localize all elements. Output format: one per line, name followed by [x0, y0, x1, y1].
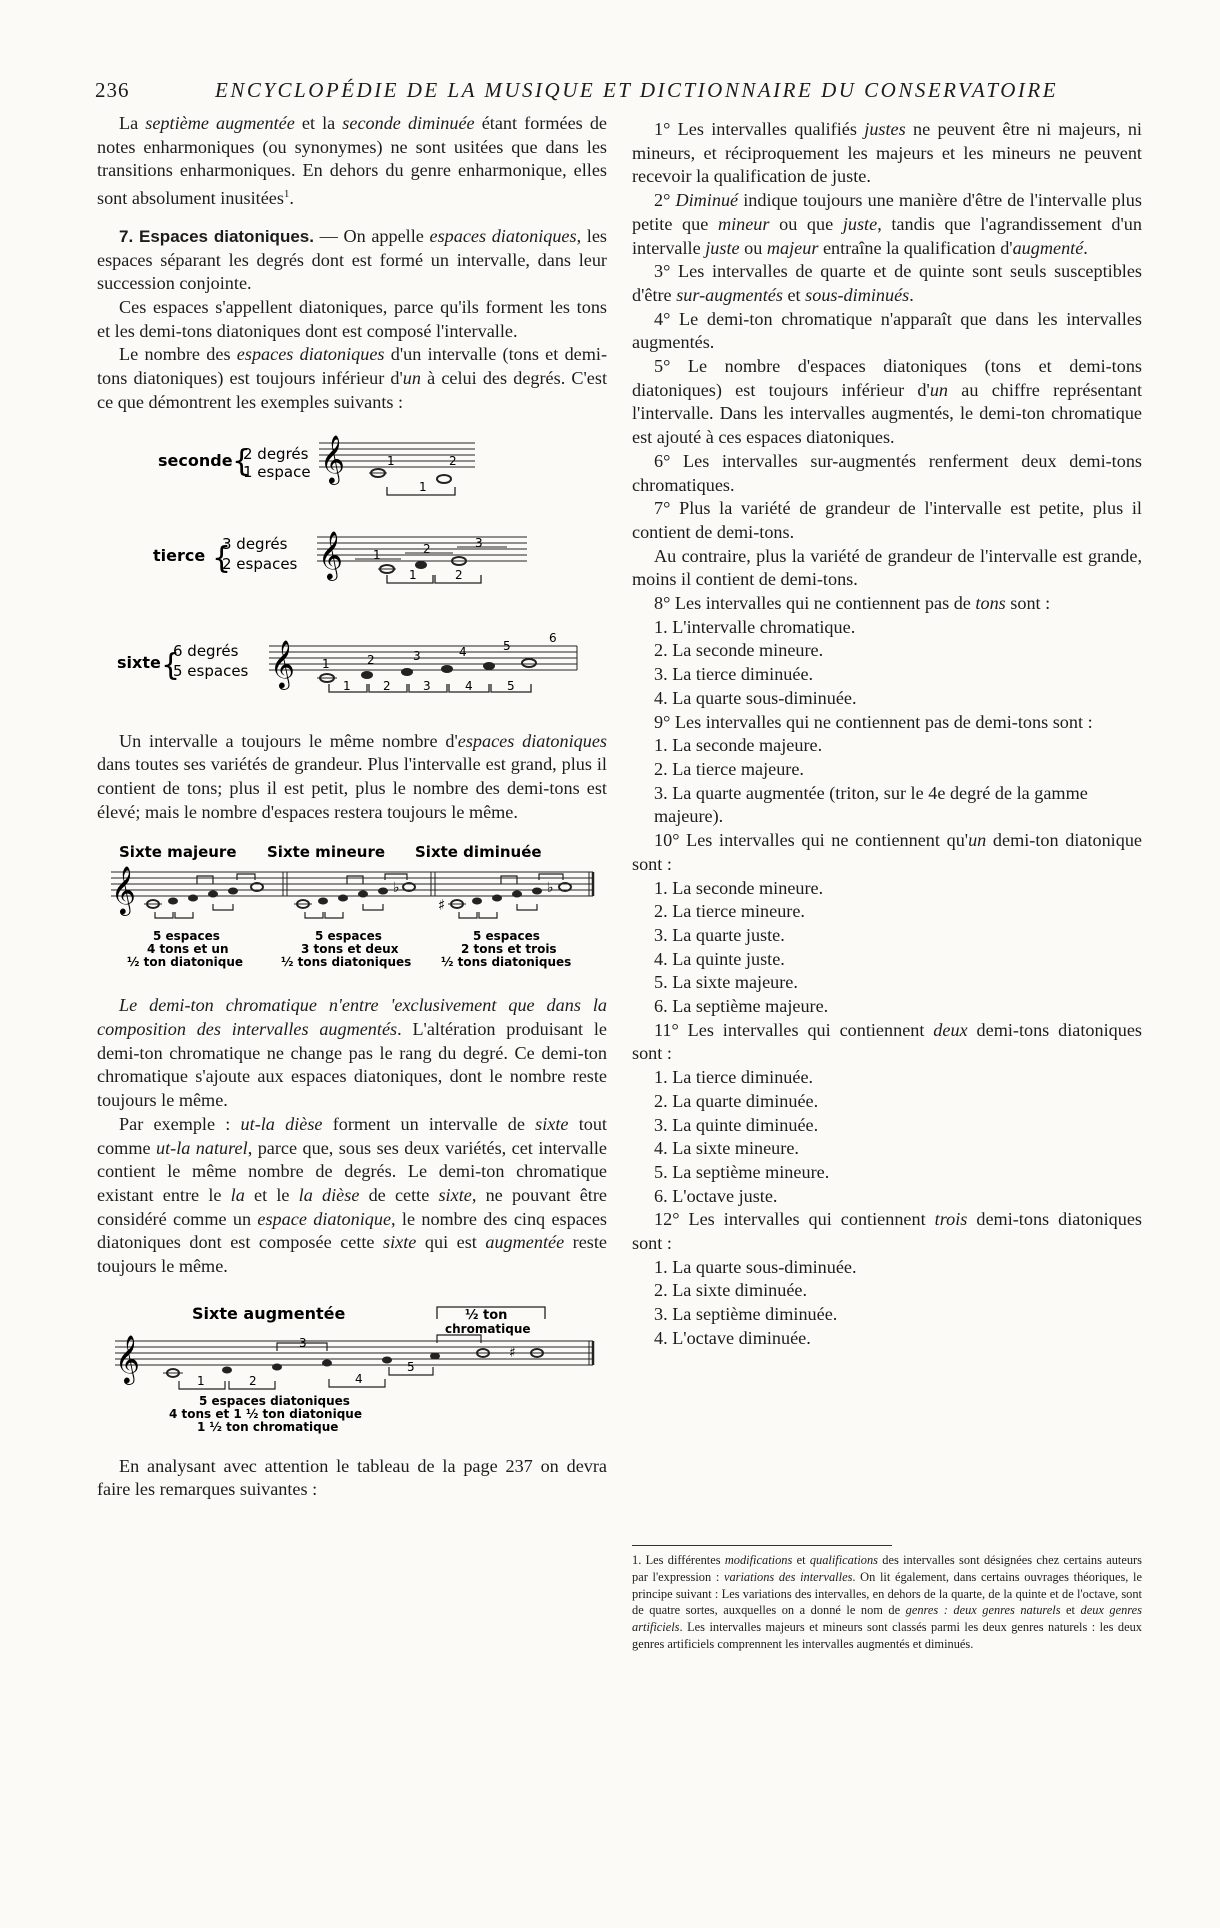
svg-text:2: 2 — [449, 453, 457, 468]
running-title: ENCYCLOPÉDIE DE LA MUSIQUE ET DICTIONNAIRE DU CONSERVATOIRE — [215, 78, 1059, 102]
title-sixte-diminuee: Sixte diminuée — [415, 843, 542, 862]
svg-text:2 espaces: 2 espaces — [222, 554, 298, 573]
list-item: 4. La quinte juste. — [654, 948, 785, 969]
footnote-ref: 1 — [283, 188, 290, 201]
svg-text:3: 3 — [423, 678, 431, 693]
svg-text:chromatique: chromatique — [445, 1321, 531, 1336]
example-sixtes-variants — [97, 824, 607, 994]
list-remark-12 — [632, 1256, 1142, 1351]
remark-1: 1° Les intervalles qualifiés justes ne peuvent être ni majeurs, ni mineurs, et réciproquement les majeurs et les mineurs ne peuvent recevoir la qualification de juste. — [632, 119, 1142, 187]
list-remark-8 — [632, 616, 1142, 711]
list-item: 3. La tierce diminuée. — [654, 664, 814, 685]
list-item: 2. La sixte diminuée. — [654, 1280, 808, 1301]
svg-text:5: 5 — [507, 678, 515, 693]
brace-icon: { — [212, 540, 232, 576]
list-item: 4. La sixte mineure. — [654, 1138, 799, 1159]
sharp-icon: ♯ — [509, 1344, 516, 1361]
list-remark-11 — [632, 1066, 1142, 1208]
paragraph-par-exemple: Par exemple : ut-la dièse forment un intervalle de sixte tout comme ut-la naturel, parce que, sous ses deux variétés, cet intervalle contient le même nombre de degrés. Le demi-ton chromatique existant entre le la et le la dièse de cette sixte, ne pouvant être considéré comme un espace diatonique, le nombre des cinq espaces diatoniques dont est composée cette sixte qui est augmentée reste toujours le même. — [97, 1113, 607, 1277]
svg-text:1: 1 — [322, 656, 330, 671]
example-sixte — [117, 631, 577, 693]
remark-11: 11° Les intervalles qui contiennent deux demi-tons diatoniques sont : — [632, 1019, 1142, 1064]
list-item: 1. La seconde mineure. — [654, 877, 824, 898]
whole-note-2 — [437, 475, 451, 483]
list-item: 3. La quarte augmentée (triton, sur le 4e degré de la gamme majeure). — [654, 782, 1088, 827]
svg-text:4: 4 — [355, 1371, 363, 1386]
label-seconde: seconde — [158, 450, 233, 470]
svg-text:2: 2 — [249, 1373, 257, 1388]
svg-text:6 degrés: 6 degrés — [173, 641, 239, 660]
svg-text:1: 1 — [387, 453, 395, 468]
list-item: 4. L'octave diminuée. — [654, 1327, 811, 1348]
brace-icon: { — [232, 443, 252, 479]
example-intervals-degrees — [97, 415, 607, 730]
flat-icon: ♭ — [393, 880, 400, 897]
treble-clef-icon: 𝄞 — [318, 529, 343, 579]
svg-text:4 tons et 1 ½ ton diatonique: 4 tons et 1 ½ ton diatonique — [169, 1406, 362, 1421]
svg-text:2: 2 — [383, 678, 391, 693]
list-item: 1. L'intervalle chromatique. — [654, 616, 856, 637]
title-sixte-mineure: Sixte mineure — [267, 843, 386, 862]
paragraph-toujours-meme-nombre: Un intervalle a toujours le même nombre d'espaces diatoniques dans toutes ses variétés de grandeur. Plus l'intervalle est grand, plus il contient de tons; plus il est petit, plus le nombre des demi-tons est élevé; mais le nombre d'espaces restera toujours le même. — [97, 730, 607, 822]
svg-text:5 espaces diatoniques: 5 espaces diatoniques — [199, 1393, 350, 1408]
music-example-2 — [97, 824, 607, 994]
label-degres: 2 degrés — [243, 444, 309, 463]
list-item: 2. La seconde mineure. — [654, 640, 824, 661]
remark-9: 9° Les intervalles qui ne contiennent pas de demi-tons sont : — [654, 711, 1093, 732]
list-item: 3. La quarte juste. — [654, 924, 785, 945]
label-espace: 1 espace — [243, 462, 311, 481]
svg-text:4: 4 — [465, 678, 473, 693]
svg-text:½ tons diatoniques: ½ tons diatoniques — [441, 955, 572, 970]
list-item: 5. La sixte majeure. — [654, 972, 798, 993]
svg-text:4 tons et un: 4 tons et un — [147, 942, 229, 957]
remark-5: 5° Le nombre d'espaces diatoniques (tons et demi-tons diatoniques) est toujours inférieur d'un au chiffre représentant l'intervalle. Dans les intervalles augmentés, le demi-ton chromatique est ajouté à ces espaces diatoniques. — [632, 356, 1142, 448]
list-item: 1. La tierce diminuée. — [654, 1067, 814, 1088]
right-column — [632, 118, 1142, 1351]
svg-text:5 espaces: 5 espaces — [173, 661, 249, 680]
treble-clef-icon: 𝄞 — [270, 638, 295, 688]
page-number: 236 — [95, 78, 130, 102]
svg-text:1: 1 — [373, 547, 381, 562]
list-item: 2. La quarte diminuée. — [654, 1090, 819, 1111]
list-item: 6. La septième majeure. — [654, 996, 829, 1017]
example-tierce — [153, 530, 527, 583]
treble-clef-icon: 𝄞 — [115, 1333, 140, 1383]
list-item: 4. La quarte sous-diminuée. — [654, 687, 857, 708]
section-heading: Espaces diatoniques. — [139, 226, 314, 246]
label-tierce: tierce — [153, 545, 206, 565]
svg-text:2: 2 — [455, 567, 463, 582]
svg-text:2: 2 — [367, 652, 375, 667]
list-item: 2. La tierce majeure. — [654, 758, 804, 779]
remark-7-contrary: Au contraire, plus la variété de grandeur de l'intervalle est grande, moins il contient de demi-tons. — [632, 545, 1142, 590]
paragraph-nombre-espaces: Le nombre des espaces diatoniques d'un intervalle (tons et demi-tons diatoniques) est toujours inférieur d'un à celui des degrés. C'est ce que démontrent les exemples suivants : — [97, 344, 608, 412]
svg-text:5 espaces: 5 espaces — [153, 929, 220, 944]
svg-text:5: 5 — [407, 1359, 415, 1374]
svg-text:1: 1 — [409, 567, 417, 582]
paragraph-en-analysant: En analysant avec attention le tableau de la page 237 on devra faire les remarques suivantes : — [97, 1455, 607, 1500]
remark-12: 12° Les intervalles qui contiennent trois demi-tons diatoniques sont : — [632, 1209, 1142, 1254]
list-item: 3. La quinte diminuée. — [654, 1114, 819, 1135]
example-sixte-augmentee — [97, 1279, 607, 1455]
title-sixte-augmentee: Sixte augmentée — [192, 1303, 346, 1323]
svg-text:½ tons diatoniques: ½ tons diatoniques — [281, 955, 412, 970]
svg-text:3: 3 — [475, 535, 483, 550]
svg-text:2 tons et trois: 2 tons et trois — [461, 942, 557, 957]
list-item: 2. La tierce mineure. — [654, 901, 805, 922]
brace-icon: { — [161, 647, 181, 683]
footnote-rule — [632, 1545, 892, 1546]
remark-4: 4° Le demi-ton chromatique n'apparaît que dans les intervalles augmentés. — [632, 308, 1142, 353]
svg-text:6: 6 — [549, 630, 557, 645]
svg-text:3: 3 — [413, 648, 421, 663]
svg-text:5 espaces: 5 espaces — [473, 929, 540, 944]
svg-text:4: 4 — [459, 644, 467, 659]
svg-text:1 ½ ton chromatique: 1 ½ ton chromatique — [197, 1419, 339, 1434]
svg-text:3 degrés: 3 degrés — [222, 534, 288, 553]
svg-text:5 espaces: 5 espaces — [315, 929, 382, 944]
paragraph-septieme: La septième augmentée et la seconde diminuée étant formées de notes enharmoniques (ou synonymes) ne sont usitées que dans les transitions enharmoniques. En dehors du genre enharmonique, elles sont absolument inusitées$^1$. — [97, 113, 607, 209]
list-item: 6. L'octave juste. — [654, 1185, 778, 1206]
left-column — [97, 112, 607, 1502]
footnote-text: 1. Les différentes modifications et qualifications des intervalles sont désignées chez certains auteurs par l'expression : variations des intervalles. On lit également, dans certains ouvrages théoriques, le principe suivant : Les variations des intervalles, en dehors de la quarte, de la quinte et de l'octave, sont de quatre sortes, auxquelles on a donné le nom de genres : deux genres naturels et deux genres artificiels. Les intervalles majeurs et mineurs sont classés parmi les deux genres naturels : les deux genres artificiels comprennent les intervalles augmentés et diminués. — [632, 1553, 1142, 1651]
section-7-espaces-diatoniques: 7. Espaces diatoniques. — On appelle espaces diatoniques, les espaces séparant les degrés dont est formé un intervalle, dans leur succession conjointe. — [97, 225, 607, 294]
svg-text:3 tons et deux: 3 tons et deux — [301, 942, 399, 957]
example-seconde — [158, 434, 475, 495]
music-example-3 — [97, 1279, 607, 1455]
list-remark-10 — [632, 877, 1142, 1019]
remark-10: 10° Les intervalles qui ne contiennent qu'un demi-ton diatonique sont : — [632, 830, 1142, 874]
flat-icon: ♭ — [547, 880, 554, 897]
svg-text:1: 1 — [343, 678, 351, 693]
music-example-1 — [97, 415, 607, 730]
list-item: 5. La septième mineure. — [654, 1161, 830, 1182]
svg-text:5: 5 — [503, 638, 511, 653]
list-item: 3. La septième diminuée. — [654, 1304, 838, 1325]
treble-clef-icon: 𝄞 — [320, 433, 345, 483]
svg-text:½ ton diatonique: ½ ton diatonique — [127, 955, 244, 970]
label-sixte: sixte — [117, 652, 161, 672]
svg-text:½ ton: ½ ton — [465, 1307, 508, 1323]
title-sixte-majeure: Sixte majeure — [119, 843, 237, 862]
svg-text:3: 3 — [299, 1335, 307, 1350]
running-header — [95, 78, 1145, 106]
svg-text:1: 1 — [197, 1373, 205, 1388]
footnote — [632, 1545, 1142, 1653]
paragraph-diatoniques: Ces espaces s'appellent diatoniques, parce qu'ils forment les tons et les demi-tons diatoniques dont est composé l'intervalle. — [97, 296, 607, 341]
sharp-icon: ♯ — [438, 896, 446, 915]
list-remark-9 — [632, 734, 1142, 829]
list-item: 1. La seconde majeure. — [654, 735, 823, 756]
remark-6: 6° Les intervalles sur-augmentés renferment deux demi-tons chromatiques. — [632, 450, 1142, 495]
remark-8: 8° Les intervalles qui ne contiennent pas de tons sont : — [654, 593, 1051, 614]
remark-7: 7° Plus la variété de grandeur de l'intervalle est petite, plus il contient de demi-tons. — [632, 498, 1142, 542]
list-item: 1. La quarte sous-diminuée. — [654, 1256, 857, 1277]
remark-2: 2° Diminué indique toujours une manière d'être de l'intervalle plus petite que mineur ou que juste, tandis que l'agrandissement d'un intervalle juste ou majeur entraîne la qualification d'augmenté. — [632, 190, 1142, 258]
svg-text:1: 1 — [419, 479, 427, 494]
treble-clef-icon: 𝄞 — [111, 865, 136, 915]
svg-text:2: 2 — [423, 541, 431, 556]
remark-3: 3° Les intervalles de quarte et de quinte sont seuls susceptibles d'être sur-augmentés et sous-diminués. — [632, 261, 1142, 305]
paragraph-demi-ton-chromatique: Le demi-ton chromatique n'entre 'exclusivement que dans la composition des intervalles augmentés. L'altération produisant le demi-ton chromatique ne change pas le rang du degré. Ce demi-ton chromatique s'ajoute aux espaces diatoniques, dont le nombre reste toujours le même. — [97, 995, 608, 1111]
